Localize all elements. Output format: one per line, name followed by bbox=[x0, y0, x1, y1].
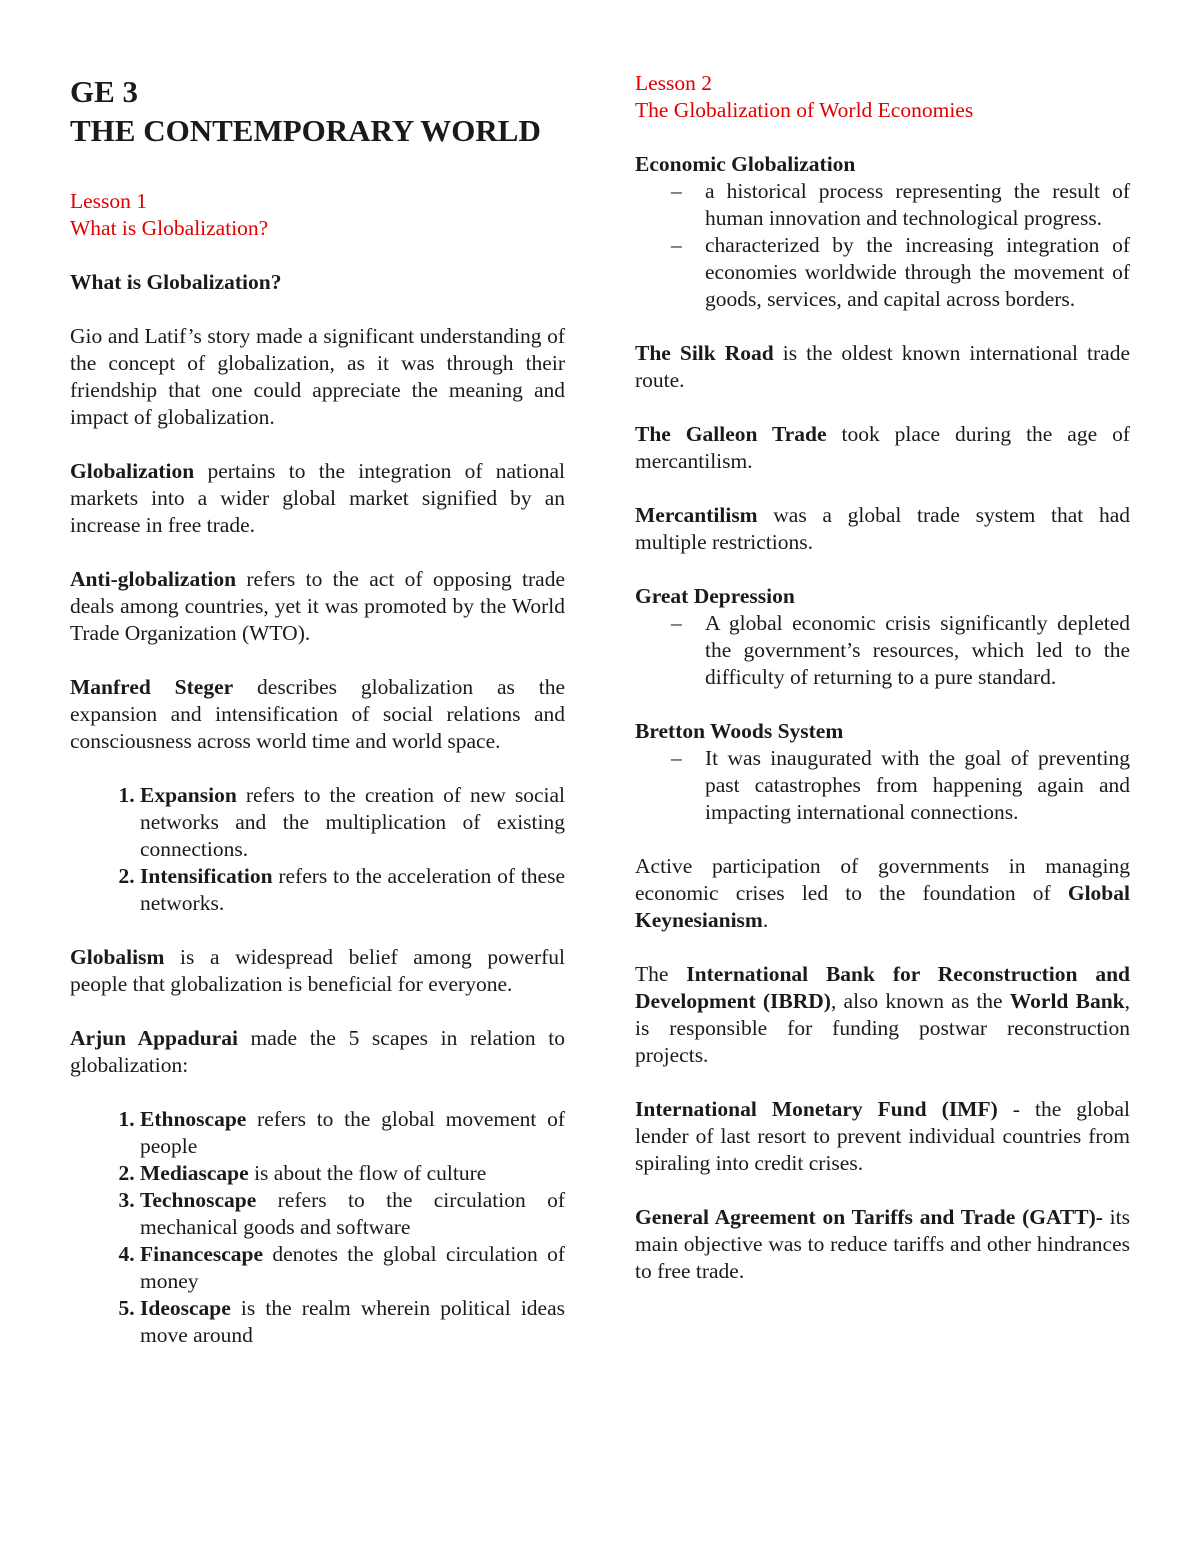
list-item bbox=[140, 1106, 565, 1160]
anti-globalization-term: Anti-globalization bbox=[70, 567, 237, 591]
imf-paragraph bbox=[635, 1096, 1130, 1177]
lesson1-question-heading: What is Globalization? bbox=[70, 270, 282, 294]
list-item-text: It was inaugurated with the goal of preventing past catastrophes from happening again and impacting international connections. bbox=[705, 746, 1130, 824]
keynesianism-pre: Active participation of governments in managing economic crises led to the foundation of bbox=[635, 854, 1130, 905]
world-bank-term: World Bank bbox=[1009, 989, 1125, 1013]
list-item bbox=[671, 745, 1130, 826]
ibrd-paragraph bbox=[635, 961, 1130, 1069]
list-item-text: is the realm wherein political ideas move around bbox=[140, 1296, 565, 1347]
left-column bbox=[70, 70, 565, 1349]
list-item-term: Intensification bbox=[140, 864, 273, 888]
right-column bbox=[635, 70, 1130, 1285]
list-item-term: Financescape bbox=[140, 1242, 264, 1266]
steger-paragraph bbox=[70, 674, 565, 755]
anti-globalization-paragraph bbox=[70, 566, 565, 647]
globalization-def: pertains to the integration of national markets into a wider global market signified by an increase in free trade. bbox=[70, 459, 565, 537]
galleon-trade-paragraph bbox=[635, 421, 1130, 475]
dash-bullet-icon: – bbox=[671, 179, 682, 203]
list-item bbox=[140, 1187, 565, 1241]
steger-list bbox=[70, 782, 565, 917]
list-item-term: Mediascape bbox=[140, 1161, 249, 1185]
list-item bbox=[140, 1160, 565, 1187]
ibrd-mid: , also known as the bbox=[830, 989, 1010, 1013]
lesson1-label: Lesson 1 bbox=[70, 189, 148, 213]
list-item-text: characterized by the increasing integration of economies worldwide through the movement of goods, services, and capital across borders. bbox=[705, 233, 1130, 311]
imf-def: - the global lender of last resort to prevent individual countries from spiraling into credit crises. bbox=[635, 1097, 1130, 1175]
mercantilism-paragraph bbox=[635, 502, 1130, 556]
bretton-woods-heading: Bretton Woods System bbox=[635, 719, 844, 743]
keynesianism-term: Global Keynesianism bbox=[635, 881, 1130, 932]
globalism-term: Globalism bbox=[70, 945, 165, 969]
globalization-term: Globalization bbox=[70, 459, 195, 483]
globalization-paragraph bbox=[70, 458, 565, 539]
ibrd-term: International Bank for Reconstruction and Development (IBRD) bbox=[635, 962, 1130, 1013]
list-item bbox=[140, 1295, 565, 1349]
list-item-text: is about the flow of culture bbox=[248, 1161, 487, 1185]
gatt-paragraph bbox=[635, 1204, 1130, 1285]
lesson1-title: What is Globalization? bbox=[70, 216, 269, 240]
list-item-term: Ethnoscape bbox=[140, 1107, 247, 1131]
list-item-text: refers to the creation of new social networks and the multiplication of existing connections. bbox=[140, 783, 565, 861]
list-item bbox=[671, 178, 1130, 232]
list-item-text: refers to the global movement of people bbox=[140, 1107, 565, 1158]
ibrd-pre: The bbox=[635, 962, 687, 986]
bretton-woods-list bbox=[635, 745, 1130, 826]
course-title: THE CONTEMPORARY WORLD bbox=[70, 113, 541, 148]
list-item-term: Technoscape bbox=[140, 1188, 257, 1212]
list-item-term: Ideoscape bbox=[140, 1296, 231, 1320]
keynesianism-post: . bbox=[762, 908, 769, 932]
list-item-text: denotes the global circulation of money bbox=[140, 1242, 565, 1293]
dash-bullet-icon: – bbox=[671, 611, 682, 635]
keynesianism-paragraph bbox=[635, 853, 1130, 934]
list-item-text: refers to the acceleration of these networks. bbox=[140, 864, 565, 915]
appadurai-def: made the 5 scapes in relation to globalization: bbox=[70, 1026, 565, 1077]
list-item-text: a historical process representing the result of human innovation and technological progress. bbox=[705, 179, 1130, 230]
lesson2-label: Lesson 2 bbox=[635, 71, 713, 95]
list-item bbox=[140, 782, 565, 863]
appadurai-term: Arjun Appadurai bbox=[70, 1026, 238, 1050]
list-item bbox=[140, 863, 565, 917]
list-item-text: A global economic crisis significantly depleted the government’s resources, which led to the difficulty of returning to a pure standard. bbox=[705, 611, 1130, 689]
anti-globalization-def: refers to the act of opposing trade deals among countries, yet it was promoted by the World Trade Organization (WTO). bbox=[70, 567, 565, 645]
intro-paragraph: Gio and Latif’s story made a significant understanding of the concept of globalization, as it was through their friendship that one could appreciate the meaning and impact of globalization. bbox=[70, 324, 565, 429]
scapes-list bbox=[70, 1106, 565, 1349]
economic-globalization-list bbox=[635, 178, 1130, 313]
mercantilism-def: was a global trade system that had multiple restrictions. bbox=[635, 503, 1130, 554]
course-code: GE 3 bbox=[70, 74, 139, 109]
silk-road-term: The Silk Road bbox=[635, 341, 774, 365]
globalism-def: is a widespread belief among powerful people that globalization is beneficial for everyone. bbox=[70, 945, 565, 996]
great-depression-heading: Great Depression bbox=[635, 584, 795, 608]
globalism-paragraph bbox=[70, 944, 565, 998]
economic-globalization-heading: Economic Globalization bbox=[635, 152, 856, 176]
dash-bullet-icon: – bbox=[671, 746, 682, 770]
gatt-def: its main objective was to reduce tariffs and other hindrances to free trade. bbox=[635, 1205, 1130, 1283]
galleon-trade-def: took place during the age of mercantilism. bbox=[635, 422, 1130, 473]
mercantilism-term: Mercantilism bbox=[635, 503, 758, 527]
appadurai-paragraph bbox=[70, 1025, 565, 1079]
silk-road-def: is the oldest known international trade route. bbox=[635, 341, 1130, 392]
steger-term: Manfred Steger bbox=[70, 675, 234, 699]
ibrd-post: , is responsible for funding postwar reconstruction projects. bbox=[635, 989, 1130, 1067]
gatt-term: General Agreement on Tariffs and Trade (GATT)- bbox=[635, 1205, 1103, 1229]
list-item bbox=[140, 1241, 565, 1295]
imf-term: International Monetary Fund (IMF) bbox=[635, 1097, 998, 1121]
list-item-term: Expansion bbox=[140, 783, 237, 807]
list-item bbox=[671, 232, 1130, 313]
silk-road-paragraph bbox=[635, 340, 1130, 394]
great-depression-list bbox=[635, 610, 1130, 691]
list-item-text: refers to the circulation of mechanical goods and software bbox=[140, 1188, 565, 1239]
galleon-trade-term: The Galleon Trade bbox=[635, 422, 827, 446]
steger-def: describes globalization as the expansion and intensification of social relations and consciousness across world time and world space. bbox=[70, 675, 566, 753]
dash-bullet-icon: – bbox=[671, 233, 682, 257]
lesson2-title: The Globalization of World Economies bbox=[635, 98, 974, 122]
list-item bbox=[671, 610, 1130, 691]
